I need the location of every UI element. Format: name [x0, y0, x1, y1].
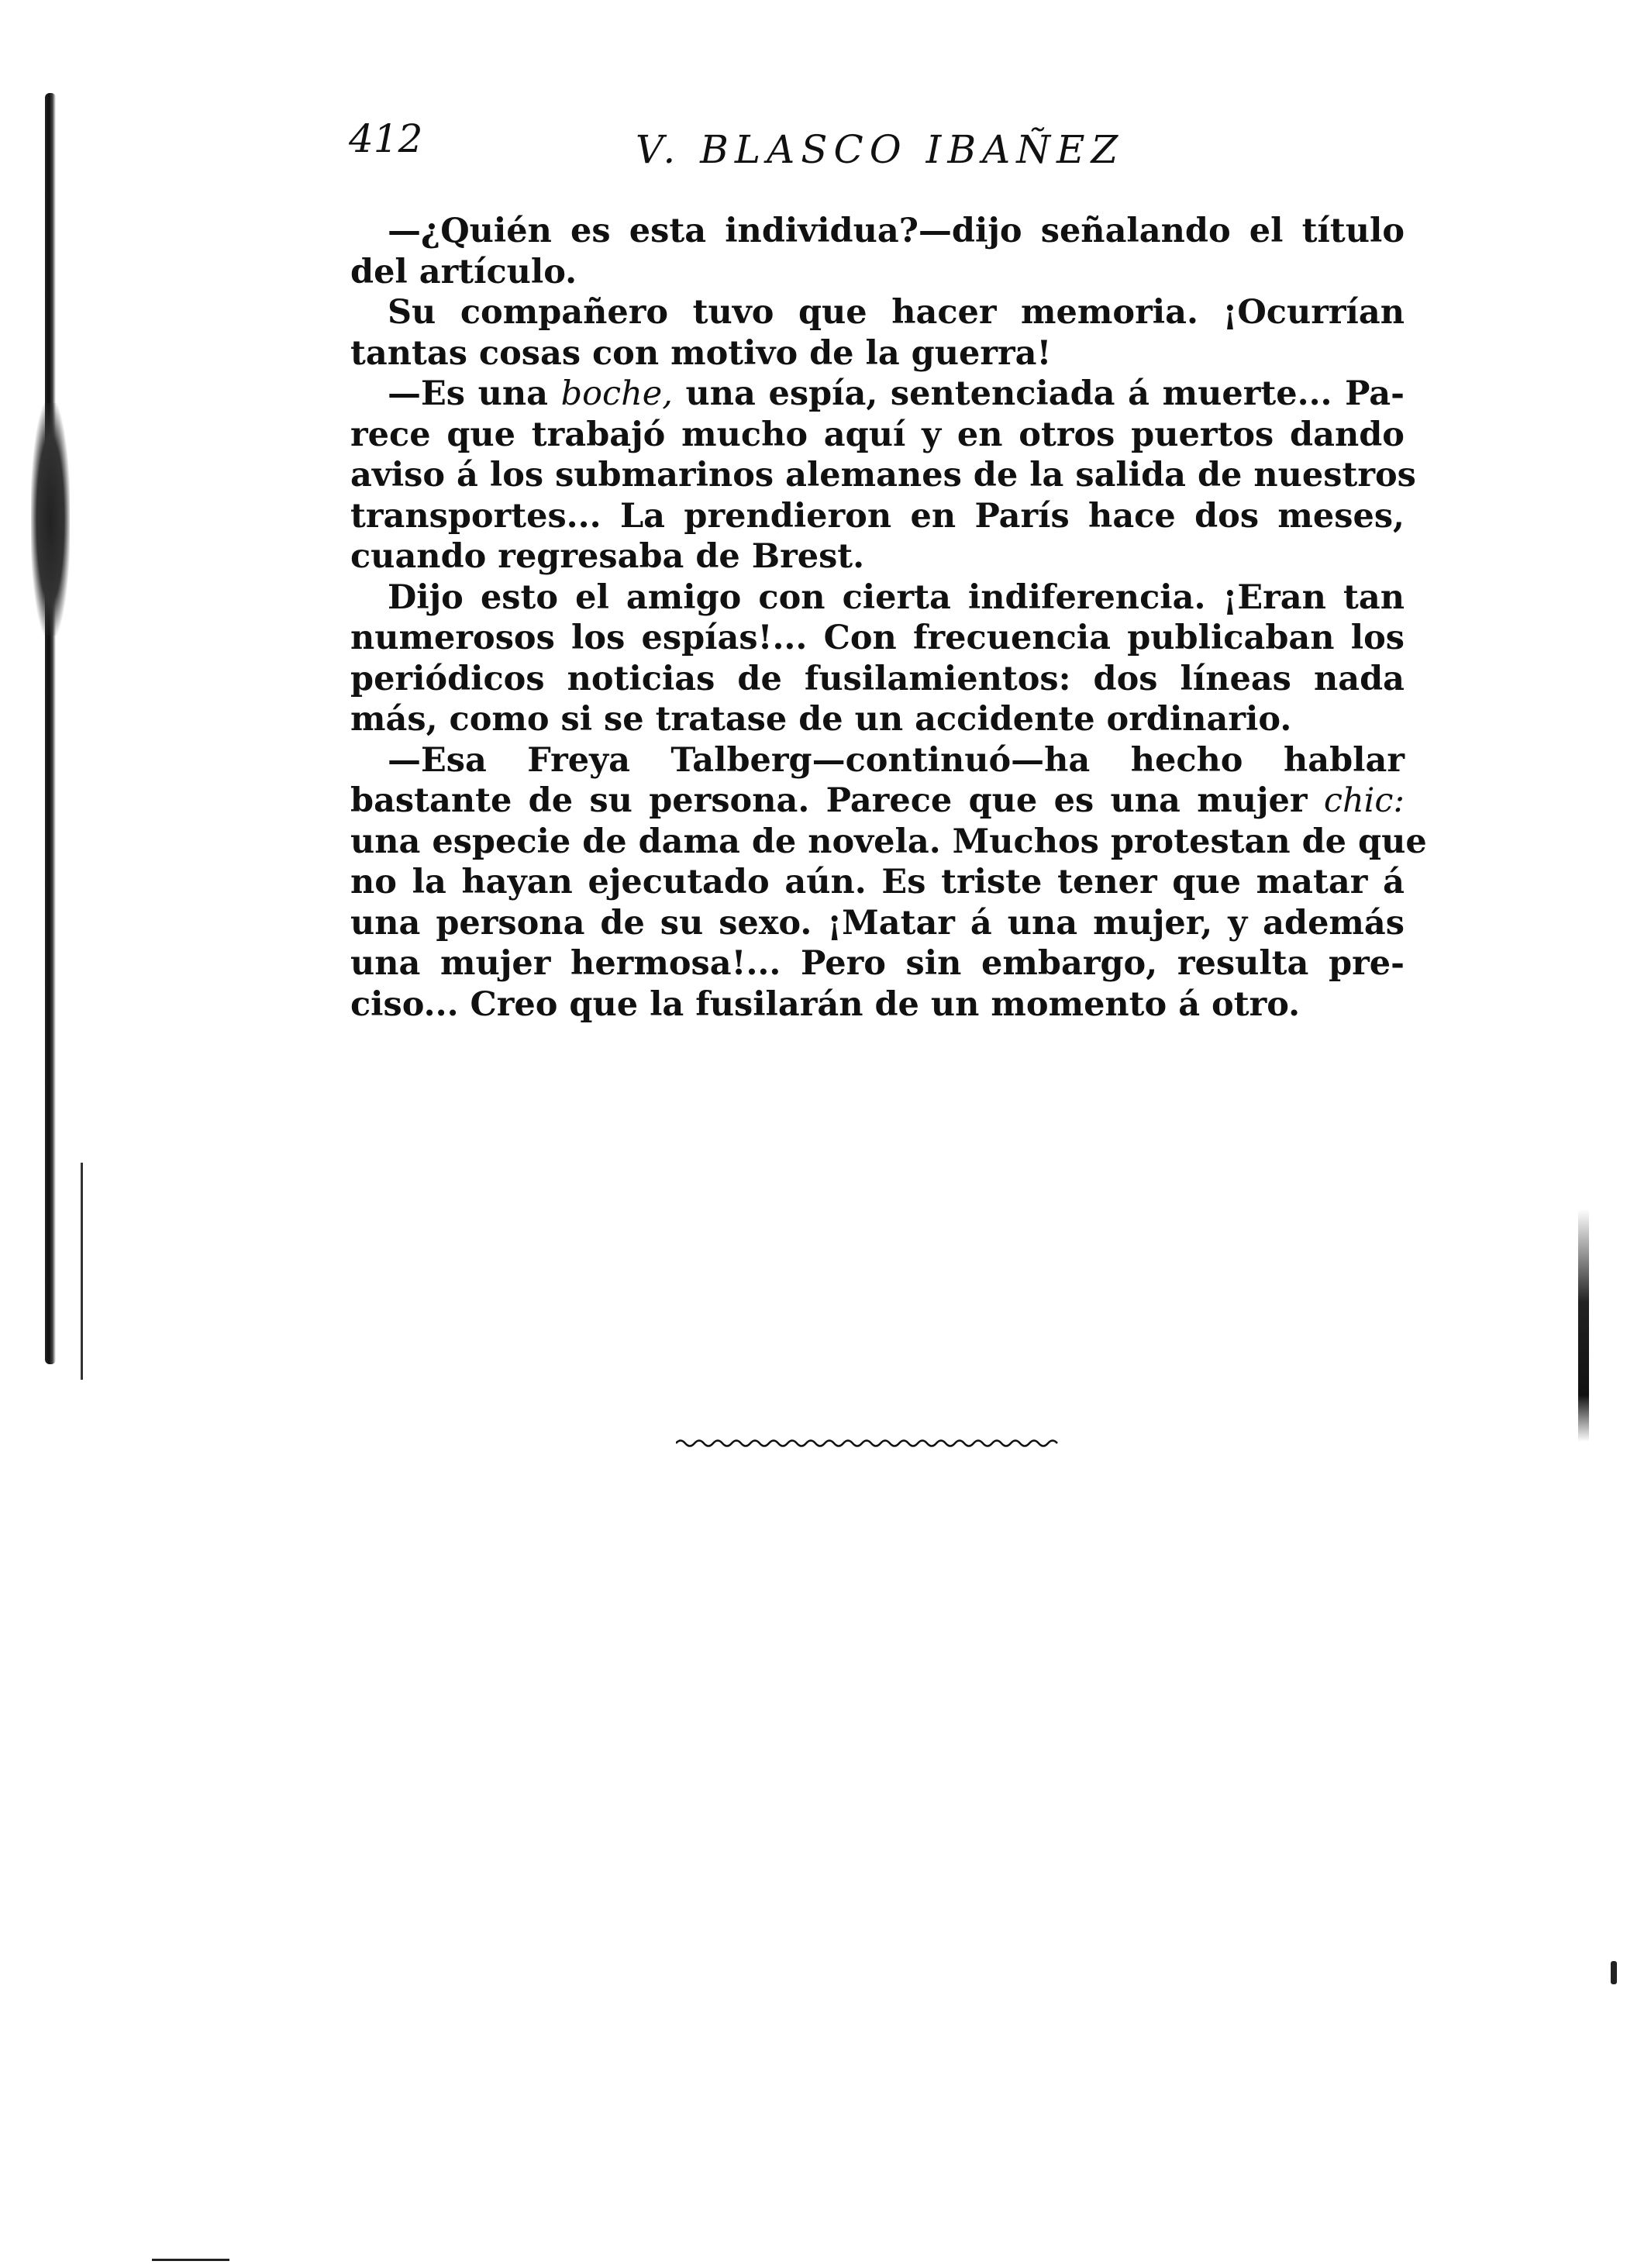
text-line: —Es una boche, una espía, sentenciada á muerte... Pa- — [388, 374, 1405, 413]
text-line: más, como si se tratase de un accidente ordinario. — [350, 700, 1292, 739]
text-line: una especie de dama de novela. Muchos protestan de que — [350, 822, 1427, 861]
binding-blot — [31, 403, 70, 636]
text-line: Su compañero tuvo que hacer memoria. ¡Ocurrían — [388, 293, 1405, 332]
italic-word: boche, — [560, 374, 673, 413]
text-line: numerosos los espías!... Con frecuencia publicaban los — [350, 619, 1405, 657]
text-line: —Esa Freya Talberg—continuó—ha hecho hablar — [388, 740, 1405, 780]
text-line: del artículo. — [350, 252, 577, 291]
text-line: una persona de su sexo. ¡Matar á una mujer, y además — [350, 903, 1405, 943]
text-line: tantas cosas con motivo de la guerra! — [350, 333, 1052, 373]
right-edge-spot — [1611, 1961, 1617, 1984]
right-edge-smudge — [1578, 1209, 1589, 1442]
text-line: bastante de su persona. Parece que es una mujer chic: — [350, 781, 1405, 820]
text-line: —¿Quién es esta individua?—dijo señalando el título — [388, 212, 1405, 250]
text-line: una mujer hermosa!... Pero sin embargo, resulta pre- — [350, 944, 1405, 983]
text-line: transportes... La prendieron en París hace dos meses, — [350, 496, 1405, 536]
binding-line — [81, 1163, 83, 1380]
page-number: 412 — [349, 116, 423, 161]
text-line: periódicos noticias de fusilamientos: dos líneas nada — [350, 659, 1405, 698]
text-line: ciso... Creo que la fusilarán de un momento á otro. — [350, 984, 1301, 1024]
running-head: V. BLASCO IBAÑEZ — [636, 127, 1125, 172]
text-line: cuando regresaba de Brest. — [350, 537, 865, 576]
bottom-edge-mark — [152, 2259, 229, 2261]
body-text — [350, 211, 1427, 1025]
binding-shadow — [45, 93, 56, 1364]
text-line: rece que trabajó mucho aquí y en otros puertos dando — [350, 415, 1405, 454]
wavy-rule-ornament-icon — [676, 1436, 1063, 1451]
text-line: no la hayan ejecutado aún. Es triste tener que matar á — [350, 863, 1405, 901]
italic-word: chic: — [1323, 781, 1405, 820]
page-header — [349, 116, 1418, 186]
text-line: aviso á los submarinos alemanes de la salida de nuestros — [350, 456, 1416, 495]
text-line: Dijo esto el amigo con cierta indiferencia. ¡Eran tan — [388, 577, 1405, 617]
